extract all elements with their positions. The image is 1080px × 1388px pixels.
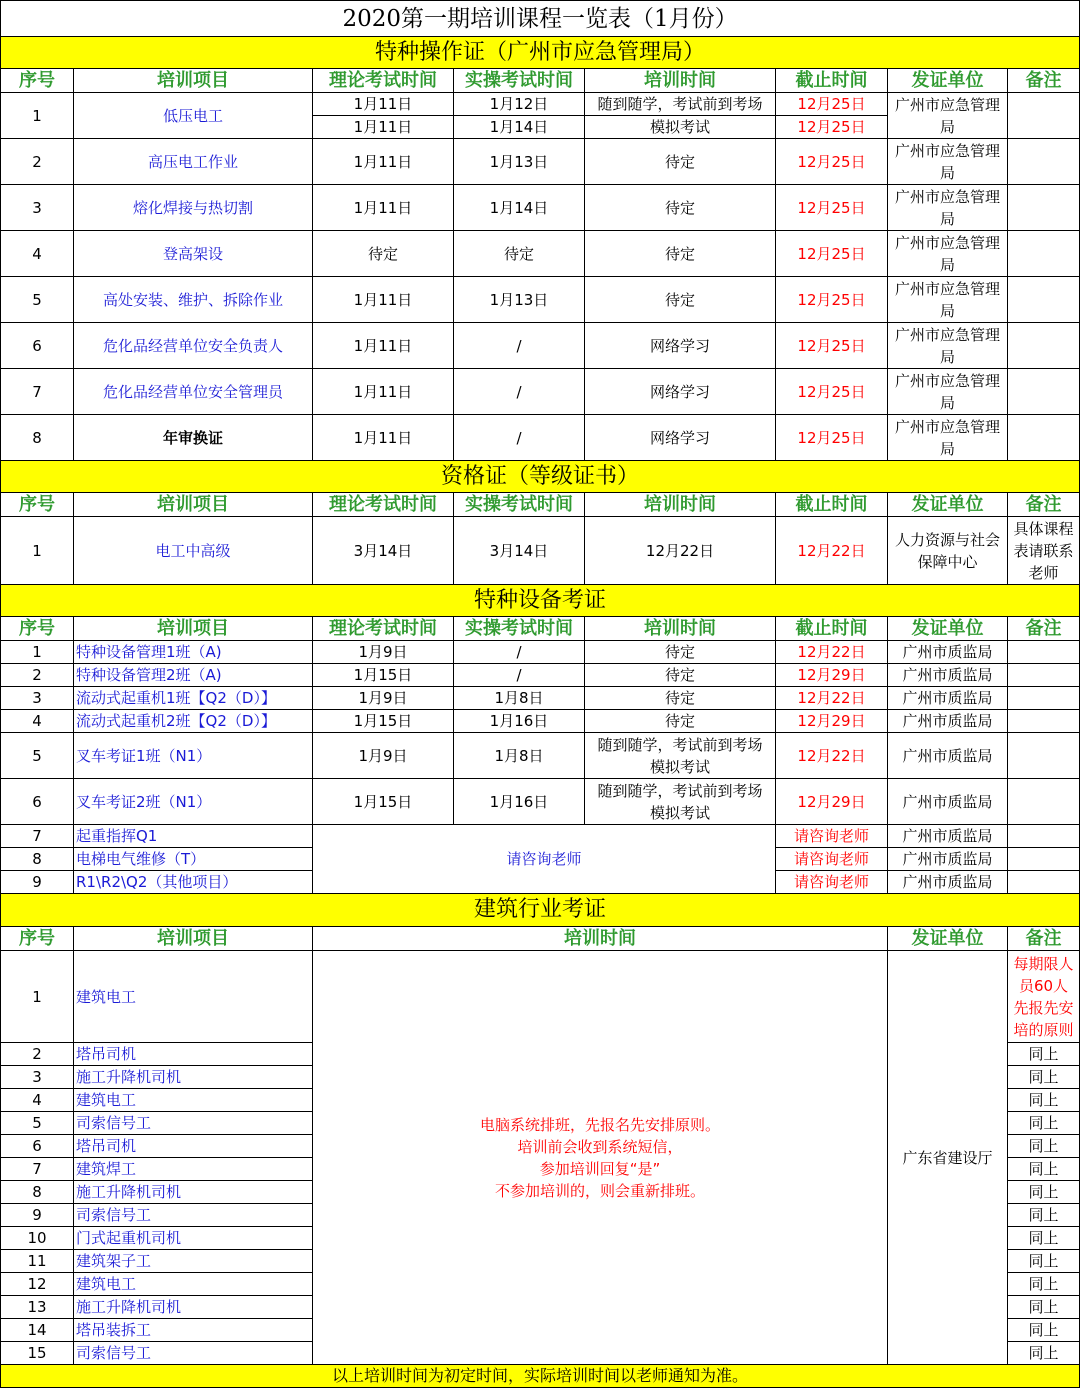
remark-cell: 同上 — [1008, 1089, 1080, 1112]
issuer-cell: 广东省建设厅 — [888, 951, 1008, 1365]
section-title-qualification-row — [1, 461, 1080, 493]
section-title-special-equipment: 特种设备考证 — [1, 585, 1080, 617]
header-item: 培训项目 — [74, 927, 313, 951]
remark-cell: 同上 — [1008, 1181, 1080, 1204]
header-issuer: 发证单位 — [888, 69, 1008, 93]
training-cell: 待定 — [585, 710, 776, 733]
seq-cell: 6 — [1, 323, 74, 369]
item-cell: 低压电工 — [74, 93, 313, 139]
header-deadline: 截止时间 — [776, 69, 888, 93]
issuer-cell — [888, 415, 1008, 461]
seq-cell: 5 — [1, 733, 74, 779]
issuer-cell: 广州市质监局 — [888, 825, 1008, 848]
issuer-cell-line: 人力资源与社会 — [894, 530, 1000, 549]
training-cell: 待定 — [585, 641, 776, 664]
theory-cell: 1月9日 — [313, 687, 454, 710]
remark-cell: 同上 — [1008, 1273, 1080, 1296]
issuer-cell: 广州市质监局 — [888, 871, 1008, 894]
practical-cell: 1月8日 — [454, 733, 585, 779]
header-row — [1, 493, 1080, 517]
header-item: 培训项目 — [74, 69, 313, 93]
training-cell: 待定 — [585, 139, 776, 185]
theory-cell: 1月11日 — [313, 277, 454, 323]
seq-cell: 2 — [1, 664, 74, 687]
issuer-cell-line: 广州市应急管理 — [894, 279, 1000, 298]
seq-cell: 1 — [1, 951, 74, 1043]
seq-cell: 11 — [1, 1250, 74, 1273]
issuer-cell: 广州市质监局 — [888, 848, 1008, 871]
table-row — [1, 231, 1080, 277]
training-cell: 待定 — [585, 185, 776, 231]
practical-cell: 1月13日 — [454, 139, 585, 185]
item-cell: 施工升降机司机 — [74, 1296, 313, 1319]
scheduling-note-cell — [313, 951, 888, 1365]
seq-cell: 6 — [1, 1135, 74, 1158]
section-title-construction-row — [1, 894, 1080, 927]
remark-cell-line: 表请联系 — [1013, 541, 1074, 560]
remark-empty-cell — [1008, 277, 1080, 323]
issuer-cell-line: 局 — [939, 393, 955, 412]
item-cell: R1\R2\Q2（其他项目） — [74, 871, 313, 894]
issuer-cell-line: 广州市应急管理 — [894, 325, 1000, 344]
deadline-cell: 12月25日 — [776, 277, 888, 323]
item-cell: 流动式起重机2班【Q2（D）】 — [74, 710, 313, 733]
issuer-cell — [888, 369, 1008, 415]
practical-cell: 待定 — [454, 231, 585, 277]
item-cell: 司索信号工 — [74, 1342, 313, 1365]
remark-cell: 同上 — [1008, 1135, 1080, 1158]
issuer-cell-line: 局 — [939, 439, 955, 458]
header-row — [1, 617, 1080, 641]
table-row — [1, 277, 1080, 323]
section-title-qualification: 资格证（等级证书） — [1, 461, 1080, 493]
remark-empty-cell — [1008, 710, 1080, 733]
remark-cell: 同上 — [1008, 1296, 1080, 1319]
table-row — [1, 951, 1080, 1043]
scheduling-note-cell-line: 参加培训回复“是” — [539, 1159, 661, 1178]
deadline-cell: 12月22日 — [776, 733, 888, 779]
header-remark: 备注 — [1008, 927, 1080, 951]
remark-cell-line: 培的原则 — [1013, 1020, 1074, 1039]
header-practical: 实操考试时间 — [454, 617, 585, 641]
seq-cell: 8 — [1, 848, 74, 871]
issuer-cell-line: 广州市应急管理 — [894, 141, 1000, 160]
remark-cell: 同上 — [1008, 1227, 1080, 1250]
table-row — [1, 687, 1080, 710]
issuer-cell: 广州市质监局 — [888, 710, 1008, 733]
training-cell: 网络学习 — [585, 323, 776, 369]
header-deadline: 截止时间 — [776, 493, 888, 517]
deadline-cell: 12月29日 — [776, 779, 888, 825]
seq-cell: 2 — [1, 139, 74, 185]
training-cell: 待定 — [585, 687, 776, 710]
remark-cell: 同上 — [1008, 1043, 1080, 1066]
deadline-cell: 12月25日 — [776, 231, 888, 277]
item-cell: 特种设备管理1班（A) — [74, 641, 313, 664]
header-issuer: 发证单位 — [888, 493, 1008, 517]
section-title-special-operation: 特种操作证（广州市应急管理局） — [1, 37, 1080, 69]
deadline-cell: 12月25日 — [776, 116, 888, 139]
seq-cell: 8 — [1, 415, 74, 461]
seq-cell: 4 — [1, 1089, 74, 1112]
theory-cell: 1月15日 — [313, 779, 454, 825]
issuer-cell: 广州市质监局 — [888, 687, 1008, 710]
seq-cell: 6 — [1, 779, 74, 825]
remark-empty-cell — [1008, 139, 1080, 185]
remark-empty-cell — [1008, 664, 1080, 687]
practical-cell: 1月16日 — [454, 779, 585, 825]
training-cell: 网络学习 — [585, 415, 776, 461]
theory-cell: 1月11日 — [313, 185, 454, 231]
seq-cell: 4 — [1, 710, 74, 733]
practical-cell: / — [454, 664, 585, 687]
table-row — [1, 185, 1080, 231]
item-cell: 塔吊司机 — [74, 1135, 313, 1158]
deadline-cell: 请咨询老师 — [776, 871, 888, 894]
seq-cell: 7 — [1, 825, 74, 848]
theory-cell: 3月14日 — [313, 517, 454, 585]
remark-empty-cell — [1008, 323, 1080, 369]
remark-empty-cell — [1008, 733, 1080, 779]
training-cell: 12月22日 — [585, 517, 776, 585]
consult-cell: 请咨询老师 — [313, 825, 776, 894]
item-cell: 施工升降机司机 — [74, 1066, 313, 1089]
issuer-cell-line: 局 — [939, 347, 955, 366]
remark-empty-cell — [1008, 231, 1080, 277]
header-issuer: 发证单位 — [888, 617, 1008, 641]
item-cell: 熔化焊接与热切割 — [74, 185, 313, 231]
training-cell-line: 随到随学，考试前到考场 — [597, 735, 763, 754]
header-issuer: 发证单位 — [888, 927, 1008, 951]
issuer-cell-line: 局 — [939, 301, 955, 320]
remark-cell — [1008, 517, 1080, 585]
deadline-cell: 12月22日 — [776, 641, 888, 664]
issuer-cell — [888, 185, 1008, 231]
item-cell: 电工中高级 — [74, 517, 313, 585]
seq-cell: 4 — [1, 231, 74, 277]
footer-note: 以上培训时间为初定时间，实际培训时间以老师通知为准。 — [1, 1365, 1080, 1388]
deadline-cell: 12月25日 — [776, 93, 888, 116]
issuer-cell-line: 局 — [939, 255, 955, 274]
remark-empty-cell — [1008, 825, 1080, 848]
section-title-construction: 建筑行业考证 — [1, 894, 1080, 927]
item-cell: 施工升降机司机 — [74, 1181, 313, 1204]
header-seq: 序号 — [1, 617, 74, 641]
remark-empty-cell — [1008, 871, 1080, 894]
issuer-cell — [888, 517, 1008, 585]
item-cell: 危化品经营单位安全管理员 — [74, 369, 313, 415]
deadline-cell: 12月25日 — [776, 415, 888, 461]
practical-cell: 3月14日 — [454, 517, 585, 585]
remark-empty-cell — [1008, 848, 1080, 871]
remark-cell: 同上 — [1008, 1158, 1080, 1181]
item-cell: 叉车考证2班（N1） — [74, 779, 313, 825]
header-training: 培训时间 — [585, 617, 776, 641]
table-row — [1, 323, 1080, 369]
practical-cell: 1月8日 — [454, 687, 585, 710]
training-cell-line: 模拟考试 — [649, 757, 710, 776]
item-cell: 建筑电工 — [74, 1089, 313, 1112]
issuer-cell: 广州市质监局 — [888, 779, 1008, 825]
page-title: 2020第一期培训课程一览表（1月份） — [1, 1, 1080, 37]
scheduling-note-cell-line: 不参加培训的，则会重新排班。 — [494, 1181, 705, 1200]
theory-cell: 1月11日 — [313, 116, 454, 139]
header-practical: 实操考试时间 — [454, 69, 585, 93]
item-cell: 司索信号工 — [74, 1112, 313, 1135]
issuer-cell — [888, 323, 1008, 369]
issuer-cell-line: 广州市应急管理 — [894, 417, 1000, 436]
remark-cell: 同上 — [1008, 1250, 1080, 1273]
seq-cell: 10 — [1, 1227, 74, 1250]
seq-cell: 13 — [1, 1296, 74, 1319]
table-row — [1, 517, 1080, 585]
seq-cell: 8 — [1, 1181, 74, 1204]
practical-cell: 1月14日 — [454, 116, 585, 139]
item-cell: 门式起重机司机 — [74, 1227, 313, 1250]
deadline-cell: 12月29日 — [776, 710, 888, 733]
item-cell: 建筑电工 — [74, 951, 313, 1043]
theory-cell: 1月11日 — [313, 415, 454, 461]
deadline-cell: 12月25日 — [776, 369, 888, 415]
remark-cell-line: 员60人 — [1018, 976, 1069, 995]
seq-cell: 5 — [1, 1112, 74, 1135]
item-cell: 塔吊司机 — [74, 1043, 313, 1066]
issuer-cell — [888, 277, 1008, 323]
deadline-cell: 12月25日 — [776, 139, 888, 185]
issuer-cell: 广州市质监局 — [888, 733, 1008, 779]
issuer-cell-line: 广州市应急管理 — [894, 95, 1000, 114]
seq-cell: 3 — [1, 687, 74, 710]
header-remark: 备注 — [1008, 493, 1080, 517]
seq-cell: 12 — [1, 1273, 74, 1296]
theory-cell: 1月11日 — [313, 139, 454, 185]
training-cell-line: 模拟考试 — [649, 803, 710, 822]
seq-cell: 3 — [1, 1066, 74, 1089]
training-cell: 待定 — [585, 277, 776, 323]
remark-cell: 同上 — [1008, 1066, 1080, 1089]
issuer-cell-line: 保障中心 — [917, 552, 978, 571]
seq-cell: 2 — [1, 1043, 74, 1066]
training-cell: 待定 — [585, 664, 776, 687]
remark-cell — [1008, 951, 1080, 1043]
item-cell: 高压电工作业 — [74, 139, 313, 185]
header-seq: 序号 — [1, 493, 74, 517]
table-row — [1, 641, 1080, 664]
practical-cell: / — [454, 415, 585, 461]
seq-cell: 15 — [1, 1342, 74, 1365]
seq-cell: 3 — [1, 185, 74, 231]
issuer-cell — [888, 139, 1008, 185]
seq-cell: 14 — [1, 1319, 74, 1342]
seq-cell: 1 — [1, 93, 74, 139]
issuer-cell: 广州市质监局 — [888, 664, 1008, 687]
header-item: 培训项目 — [74, 617, 313, 641]
header-training: 培训时间 — [585, 493, 776, 517]
theory-cell: 1月15日 — [313, 664, 454, 687]
table-row — [1, 779, 1080, 825]
table-body — [1, 1, 1080, 1388]
header-row — [1, 69, 1080, 93]
deadline-cell: 12月25日 — [776, 185, 888, 231]
training-cell — [585, 733, 776, 779]
header-training: 培训时间 — [585, 69, 776, 93]
issuer-cell-line: 局 — [939, 117, 955, 136]
remark-empty-cell — [1008, 687, 1080, 710]
training-cell-line: 随到随学，考试前到考场 — [597, 781, 763, 800]
practical-cell: 1月12日 — [454, 93, 585, 116]
table-row — [1, 710, 1080, 733]
issuer-cell-line: 广州市应急管理 — [894, 233, 1000, 252]
deadline-cell: 请咨询老师 — [776, 825, 888, 848]
item-cell: 建筑焊工 — [74, 1158, 313, 1181]
theory-cell: 1月11日 — [313, 369, 454, 415]
deadline-cell: 12月29日 — [776, 664, 888, 687]
table-row — [1, 415, 1080, 461]
remark-empty-cell — [1008, 415, 1080, 461]
practical-cell: 1月13日 — [454, 277, 585, 323]
issuer-cell-line: 广州市应急管理 — [894, 187, 1000, 206]
practical-cell: / — [454, 641, 585, 664]
header-deadline: 截止时间 — [776, 617, 888, 641]
item-cell: 危化品经营单位安全负责人 — [74, 323, 313, 369]
remark-cell: 同上 — [1008, 1204, 1080, 1227]
header-remark: 备注 — [1008, 69, 1080, 93]
table-row — [1, 139, 1080, 185]
issuer-cell-line: 局 — [939, 163, 955, 182]
remark-empty-cell — [1008, 185, 1080, 231]
item-cell: 建筑电工 — [74, 1273, 313, 1296]
practical-cell: / — [454, 323, 585, 369]
practical-cell: 1月14日 — [454, 185, 585, 231]
item-cell: 电梯电气维修（T） — [74, 848, 313, 871]
remark-empty-cell — [1008, 641, 1080, 664]
seq-cell: 7 — [1, 1158, 74, 1181]
training-cell — [585, 779, 776, 825]
seq-cell: 5 — [1, 277, 74, 323]
scheduling-note-cell-line: 培训前会收到系统短信， — [517, 1137, 683, 1156]
theory-cell: 1月15日 — [313, 710, 454, 733]
deadline-cell: 请咨询老师 — [776, 848, 888, 871]
theory-cell: 1月9日 — [313, 733, 454, 779]
remark-cell-line: 每期限人 — [1013, 954, 1074, 973]
header-seq: 序号 — [1, 69, 74, 93]
issuer-cell-line: 局 — [939, 209, 955, 228]
header-remark: 备注 — [1008, 617, 1080, 641]
section-title-special-equipment-row — [1, 585, 1080, 617]
seq-cell: 9 — [1, 871, 74, 894]
header-row — [1, 927, 1080, 951]
header-training: 培训时间 — [313, 927, 888, 951]
header-item: 培训项目 — [74, 493, 313, 517]
table-row — [1, 369, 1080, 415]
theory-cell: 1月11日 — [313, 323, 454, 369]
theory-cell: 1月9日 — [313, 641, 454, 664]
practical-cell: / — [454, 369, 585, 415]
item-cell: 特种设备管理2班（A) — [74, 664, 313, 687]
remark-cell: 同上 — [1008, 1112, 1080, 1135]
table-row — [1, 733, 1080, 779]
remark-cell: 同上 — [1008, 1342, 1080, 1365]
item-cell: 年审换证 — [74, 415, 313, 461]
remark-empty-cell — [1008, 93, 1080, 139]
item-cell: 塔吊装拆工 — [74, 1319, 313, 1342]
seq-cell: 7 — [1, 369, 74, 415]
practical-cell: 1月16日 — [454, 710, 585, 733]
item-cell: 建筑架子工 — [74, 1250, 313, 1273]
item-cell: 起重指挥Q1 — [74, 825, 313, 848]
item-cell: 叉车考证1班（N1） — [74, 733, 313, 779]
header-theory: 理论考试时间 — [313, 617, 454, 641]
table-row — [1, 93, 1080, 116]
training-cell: 随到随学，考试前到考场 — [585, 93, 776, 116]
remark-cell-line: 具体课程 — [1013, 519, 1074, 538]
table-row — [1, 825, 1080, 848]
remark-cell-line: 老师 — [1028, 563, 1059, 582]
footer-row — [1, 1365, 1080, 1388]
item-cell: 流动式起重机1班【Q2（D）】 — [74, 687, 313, 710]
issuer-cell: 广州市质监局 — [888, 641, 1008, 664]
section-title-special-operation-row — [1, 37, 1080, 69]
theory-cell: 1月11日 — [313, 93, 454, 116]
issuer-cell-line: 广州市应急管理 — [894, 371, 1000, 390]
item-cell: 登高架设 — [74, 231, 313, 277]
header-practical: 实操考试时间 — [454, 493, 585, 517]
issuer-cell — [888, 231, 1008, 277]
seq-cell: 1 — [1, 517, 74, 585]
deadline-cell: 12月22日 — [776, 687, 888, 710]
training-cell: 网络学习 — [585, 369, 776, 415]
remark-cell: 同上 — [1008, 1319, 1080, 1342]
deadline-cell: 12月22日 — [776, 517, 888, 585]
deadline-cell: 12月25日 — [776, 323, 888, 369]
remark-empty-cell — [1008, 369, 1080, 415]
header-theory: 理论考试时间 — [313, 493, 454, 517]
training-cell: 待定 — [585, 231, 776, 277]
remark-cell-line: 先报先安 — [1013, 998, 1074, 1017]
issuer-cell — [888, 93, 1008, 139]
header-seq: 序号 — [1, 927, 74, 951]
scheduling-note-cell-line: 电脑系统排班，先报名先安排原则。 — [479, 1115, 720, 1134]
training-cell: 模拟考试 — [585, 116, 776, 139]
theory-cell: 待定 — [313, 231, 454, 277]
item-cell: 高处安装、维护、拆除作业 — [74, 277, 313, 323]
seq-cell: 9 — [1, 1204, 74, 1227]
table-row — [1, 664, 1080, 687]
seq-cell: 1 — [1, 641, 74, 664]
remark-empty-cell — [1008, 779, 1080, 825]
item-cell: 司索信号工 — [74, 1204, 313, 1227]
header-theory: 理论考试时间 — [313, 69, 454, 93]
